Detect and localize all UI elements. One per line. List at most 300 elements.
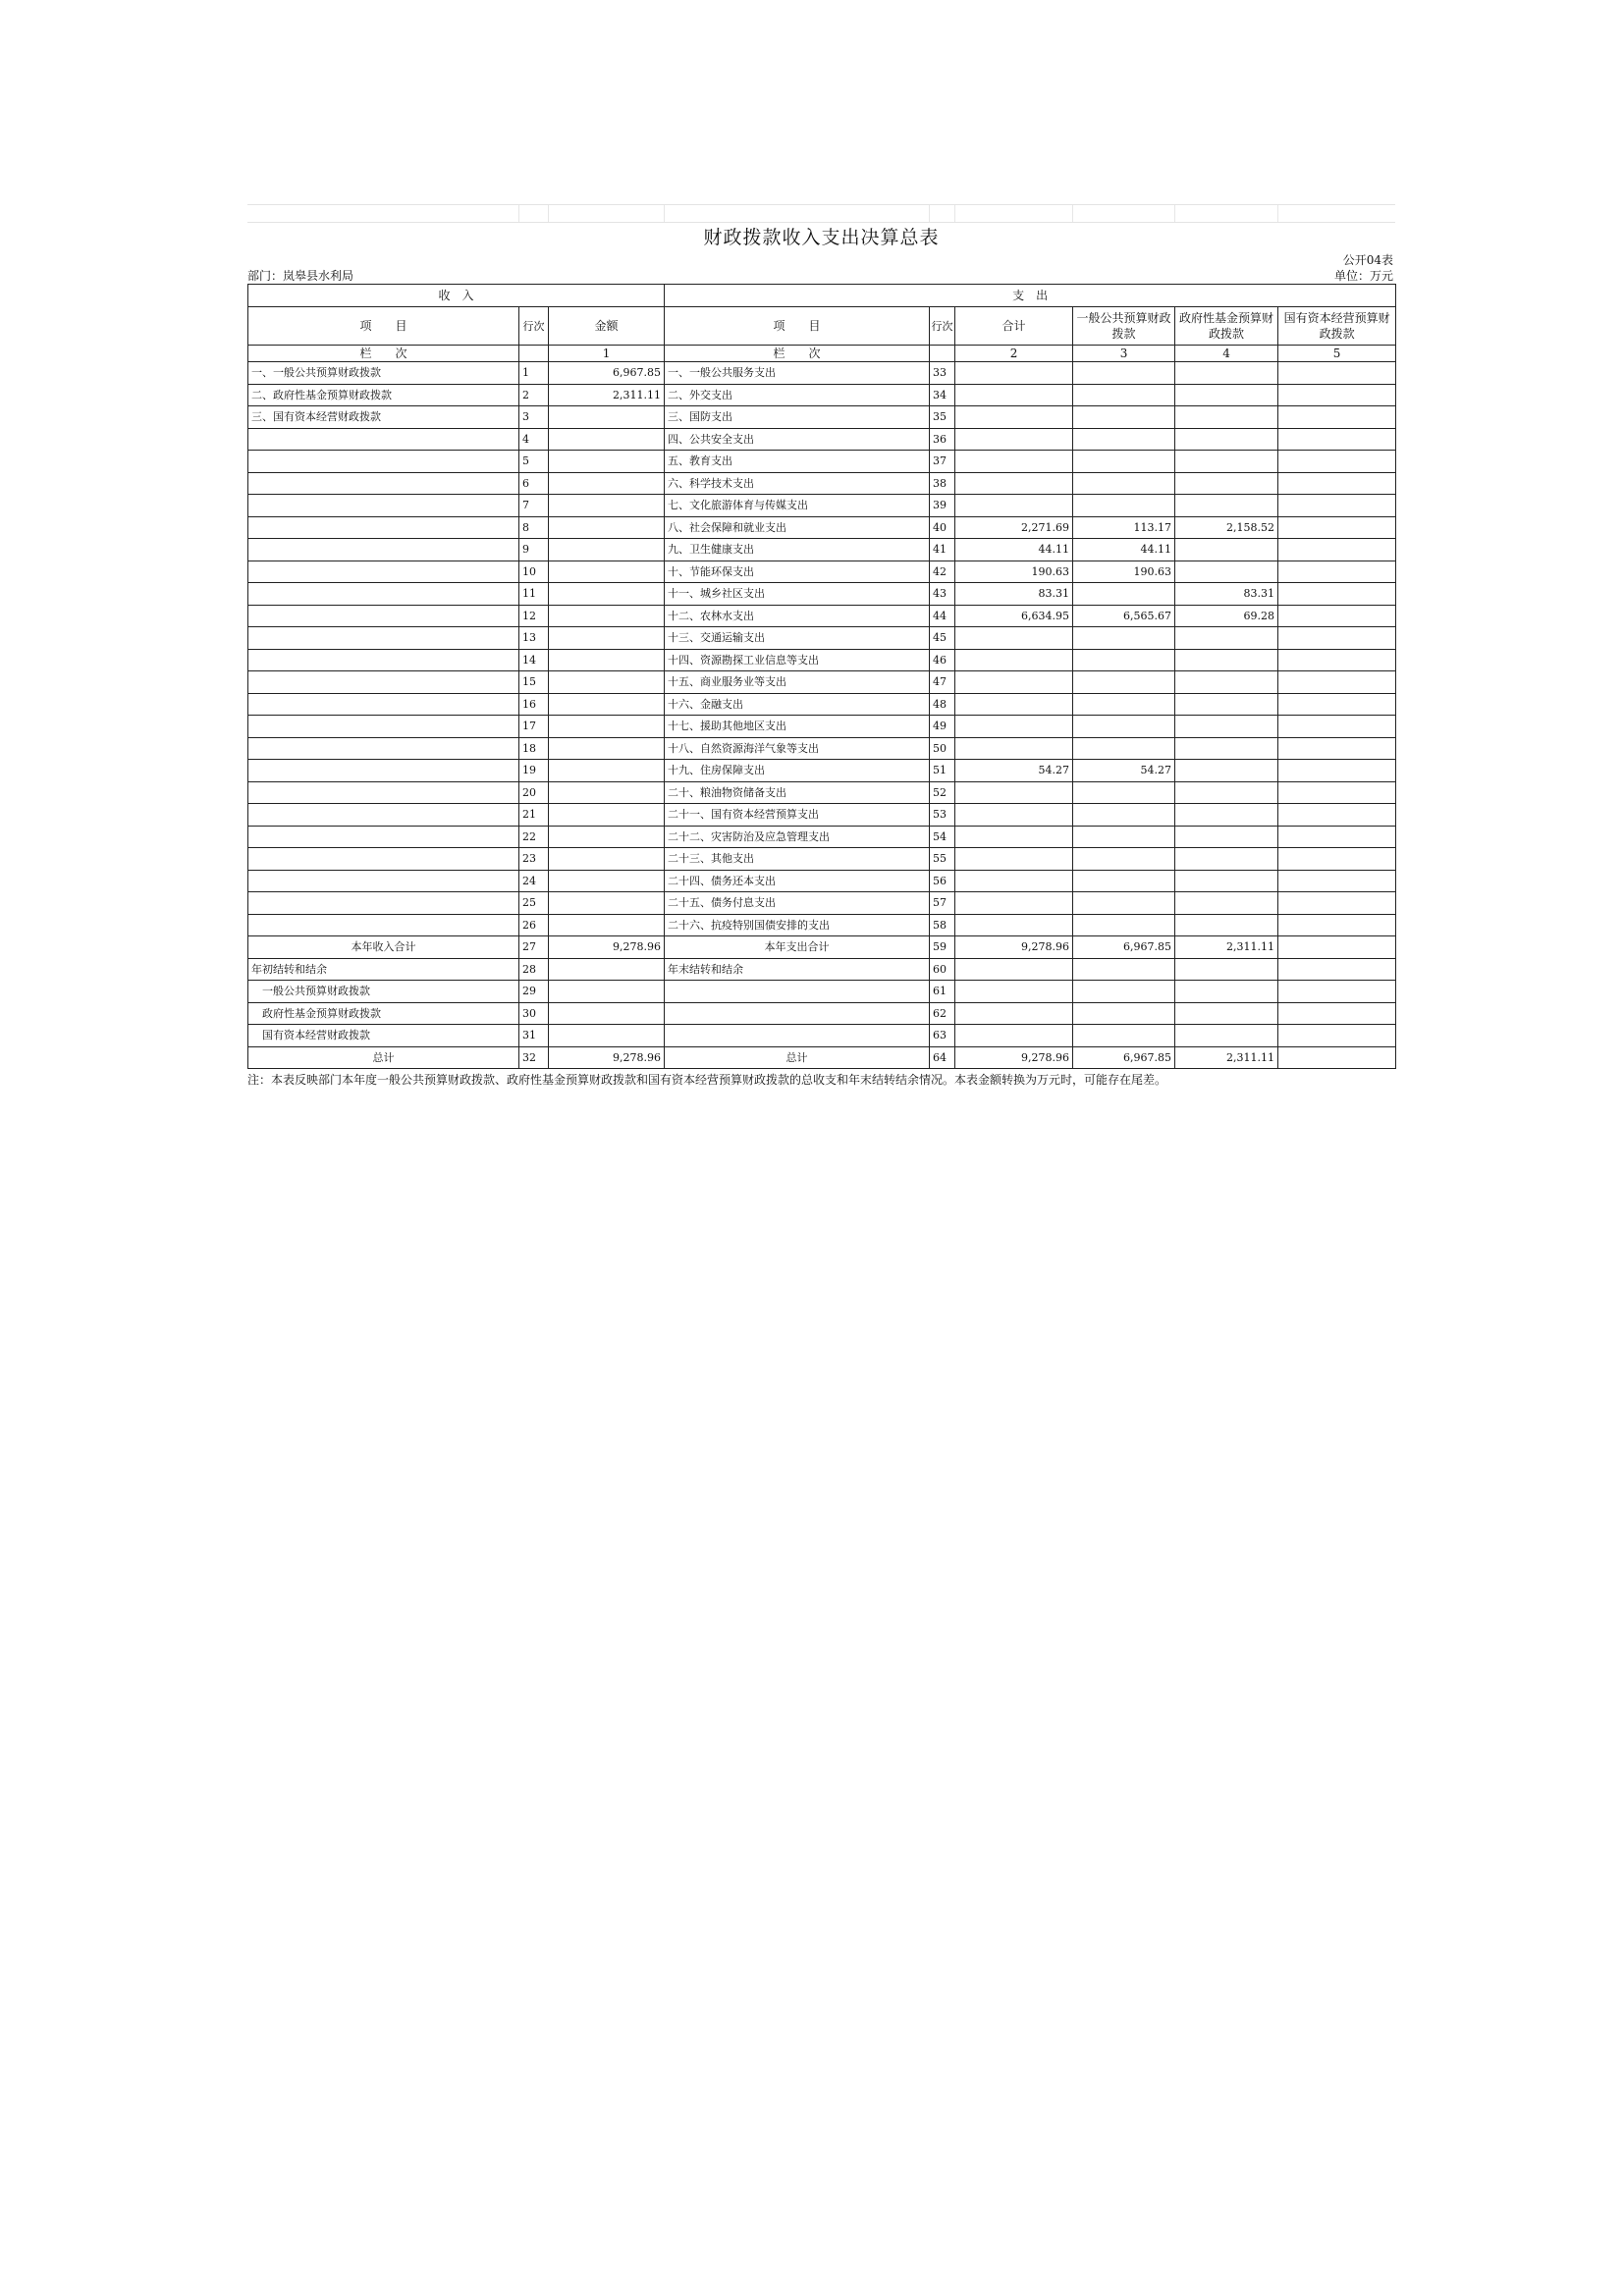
income-amount-cell <box>549 1002 665 1025</box>
expense-item-cell: 八、社会保障和就业支出 <box>665 516 930 539</box>
expense-rowno-cell: 55 <box>930 848 955 871</box>
income-amount-cell <box>549 561 665 583</box>
gov-fund-cell <box>1175 561 1278 583</box>
expense-item-cell: 九、卫生健康支出 <box>665 539 930 561</box>
expense-item-header: 项 目 <box>665 307 930 346</box>
expense-colno-label: 栏 次 <box>665 346 930 362</box>
income-amount-cell <box>549 958 665 981</box>
expense-rowno-cell: 60 <box>930 958 955 981</box>
total-cell <box>955 892 1073 915</box>
income-rowno-cell: 19 <box>519 760 549 782</box>
expense-rowno-cell: 63 <box>930 1025 955 1047</box>
income-item-cell <box>248 451 519 473</box>
gov-fund-cell <box>1175 958 1278 981</box>
expense-item-cell: 本年支出合计 <box>665 936 930 959</box>
income-amount-cell <box>549 781 665 804</box>
general-budget-cell <box>1073 671 1175 694</box>
expense-rowno-cell: 52 <box>930 781 955 804</box>
state-capital-cell <box>1278 1002 1396 1025</box>
general-budget-cell <box>1073 981 1175 1003</box>
income-item-cell <box>248 892 519 915</box>
table-row <box>248 428 1396 451</box>
expense-rowno-cell: 35 <box>930 406 955 429</box>
expense-item-cell: 十三、交通运输支出 <box>665 627 930 650</box>
gov-fund-cell <box>1175 804 1278 827</box>
expense-item-cell: 二十五、债务付息支出 <box>665 892 930 915</box>
gov-fund-cell <box>1175 737 1278 760</box>
income-item-cell <box>248 561 519 583</box>
total-cell <box>955 384 1073 406</box>
income-rowno-cell: 7 <box>519 495 549 517</box>
state-capital-cell <box>1278 1046 1396 1069</box>
income-rowno-cell: 14 <box>519 649 549 671</box>
income-item-cell: 一般公共预算财政拨款 <box>248 981 519 1003</box>
gov-fund-cell: 69.28 <box>1175 605 1278 627</box>
general-budget-cell <box>1073 870 1175 892</box>
table-row <box>248 826 1396 848</box>
general-budget-cell <box>1073 781 1175 804</box>
table-body <box>248 362 1396 1069</box>
income-amount-cell <box>549 406 665 429</box>
general-budget-cell <box>1073 848 1175 871</box>
expense-rowno-cell: 39 <box>930 495 955 517</box>
expense-rowno-cell: 58 <box>930 914 955 936</box>
sheet-gridline <box>247 204 1395 223</box>
income-item-cell: 二、政府性基金预算财政拨款 <box>248 384 519 406</box>
state-capital-cell <box>1278 781 1396 804</box>
general-budget-cell <box>1073 583 1175 606</box>
expense-rowno-cell: 37 <box>930 451 955 473</box>
header-group-row <box>248 285 1396 307</box>
gov-fund-cell <box>1175 495 1278 517</box>
income-item-cell: 国有资本经营财政拨款 <box>248 1025 519 1047</box>
expense-group-header: 支 出 <box>665 285 1396 307</box>
table-row <box>248 1002 1396 1025</box>
form-code: 公开04表 <box>1342 253 1393 267</box>
total-cell: 83.31 <box>955 583 1073 606</box>
expense-item-cell: 二十一、国有资本经营预算支出 <box>665 804 930 827</box>
total-cell <box>955 781 1073 804</box>
expense-item-cell: 十五、商业服务业等支出 <box>665 671 930 694</box>
expense-rowno-cell: 57 <box>930 892 955 915</box>
income-rowno-cell: 15 <box>519 671 549 694</box>
state-capital-cell <box>1278 384 1396 406</box>
gov-fund-cell <box>1175 1025 1278 1047</box>
income-amount-cell <box>549 451 665 473</box>
total-cell: 9,278.96 <box>955 1046 1073 1069</box>
table-row <box>248 561 1396 583</box>
form-code-line <box>247 252 1395 268</box>
table-row <box>248 958 1396 981</box>
income-amount-cell <box>549 914 665 936</box>
income-amount-cell: 9,278.96 <box>549 1046 665 1069</box>
state-capital-cell <box>1278 1025 1396 1047</box>
income-amount-cell <box>549 472 665 495</box>
income-rowno-cell: 29 <box>519 981 549 1003</box>
gov-fund-cell <box>1175 406 1278 429</box>
gov-fund-cell <box>1175 914 1278 936</box>
income-item-cell: 总计 <box>248 1046 519 1069</box>
total-cell: 6,634.95 <box>955 605 1073 627</box>
income-amount-cell <box>549 870 665 892</box>
expense-item-cell: 二十六、抗疫特别国债安排的支出 <box>665 914 930 936</box>
gov-fund-cell <box>1175 716 1278 738</box>
total-cell <box>955 804 1073 827</box>
table-row <box>248 671 1396 694</box>
general-budget-cell <box>1073 914 1175 936</box>
income-rowno-cell: 31 <box>519 1025 549 1047</box>
income-item-cell: 年初结转和结余 <box>248 958 519 981</box>
state-capital-cell <box>1278 671 1396 694</box>
gov-fund-cell <box>1175 362 1278 385</box>
expense-item-cell <box>665 1025 930 1047</box>
total-cell: 9,278.96 <box>955 936 1073 959</box>
table-row <box>248 451 1396 473</box>
expense-rowno-cell: 56 <box>930 870 955 892</box>
general-budget-cell <box>1073 451 1175 473</box>
expense-item-cell: 五、教育支出 <box>665 451 930 473</box>
gov-fund-cell <box>1175 781 1278 804</box>
footnote: 注：本表反映部门本年度一般公共预算财政拨款、政府性基金预算财政拨款和国有资本经营预算财政拨款的总收支和年末结转结余情况。本表金额转换为万元时，可能存在尾差。 <box>247 1073 1167 1087</box>
general-budget-cell <box>1073 737 1175 760</box>
total-cell <box>955 406 1073 429</box>
state-capital-cell <box>1278 649 1396 671</box>
income-item-cell <box>248 539 519 561</box>
column-number-4: 4 <box>1175 346 1278 362</box>
state-capital-cell <box>1278 627 1396 650</box>
expense-item-cell: 十四、资源勘探工业信息等支出 <box>665 649 930 671</box>
income-amount-cell <box>549 649 665 671</box>
state-capital-cell <box>1278 451 1396 473</box>
income-amount-cell <box>549 605 665 627</box>
expense-rowno-cell: 38 <box>930 472 955 495</box>
income-rowno-cell: 28 <box>519 958 549 981</box>
table-row <box>248 539 1396 561</box>
income-rowno-cell: 3 <box>519 406 549 429</box>
state-capital-cell <box>1278 981 1396 1003</box>
table-row <box>248 716 1396 738</box>
income-colno-blank <box>519 346 549 362</box>
total-cell <box>955 671 1073 694</box>
total-cell <box>955 737 1073 760</box>
income-rowno-cell: 17 <box>519 716 549 738</box>
general-budget-cell <box>1073 362 1175 385</box>
expense-rowno-cell: 61 <box>930 981 955 1003</box>
income-item-cell <box>248 737 519 760</box>
general-budget-cell <box>1073 716 1175 738</box>
general-budget-cell <box>1073 826 1175 848</box>
total-cell <box>955 826 1073 848</box>
table-row <box>248 693 1396 716</box>
income-amount-cell <box>549 627 665 650</box>
table-row <box>248 362 1396 385</box>
expense-rowno-cell: 41 <box>930 539 955 561</box>
gov-fund-cell <box>1175 428 1278 451</box>
table-row <box>248 1025 1396 1047</box>
expense-item-cell: 十、节能环保支出 <box>665 561 930 583</box>
income-item-cell <box>248 826 519 848</box>
budget-table <box>247 284 1396 1069</box>
expense-item-cell: 二十三、其他支出 <box>665 848 930 871</box>
income-amount-cell <box>549 826 665 848</box>
income-rowno-cell: 5 <box>519 451 549 473</box>
income-amount-cell <box>549 848 665 871</box>
state-capital-cell <box>1278 583 1396 606</box>
gov-fund-cell <box>1175 693 1278 716</box>
state-capital-cell <box>1278 605 1396 627</box>
income-item-cell <box>248 583 519 606</box>
total-cell <box>955 627 1073 650</box>
gov-fund-cell: 2,311.11 <box>1175 1046 1278 1069</box>
total-cell: 2,271.69 <box>955 516 1073 539</box>
general-budget-cell: 44.11 <box>1073 539 1175 561</box>
general-budget-cell: 6,967.85 <box>1073 936 1175 959</box>
total-cell <box>955 472 1073 495</box>
state-capital-cell <box>1278 362 1396 385</box>
total-cell <box>955 693 1073 716</box>
table-row <box>248 936 1396 959</box>
income-rowno-cell: 13 <box>519 627 549 650</box>
general-budget-cell: 6,967.85 <box>1073 1046 1175 1069</box>
income-item-cell <box>248 760 519 782</box>
general-budget-header: 一般公共预算财政拨款 <box>1073 307 1175 346</box>
state-capital-cell <box>1278 936 1396 959</box>
general-budget-cell <box>1073 1002 1175 1025</box>
income-rowno-cell: 22 <box>519 826 549 848</box>
income-item-cell <box>248 804 519 827</box>
gov-fund-cell <box>1175 539 1278 561</box>
income-rowno-cell: 9 <box>519 539 549 561</box>
total-cell: 44.11 <box>955 539 1073 561</box>
total-header: 合计 <box>955 307 1073 346</box>
income-amount-cell: 2,311.11 <box>549 384 665 406</box>
general-budget-cell <box>1073 958 1175 981</box>
header-column-row <box>248 307 1396 346</box>
expense-item-cell: 三、国防支出 <box>665 406 930 429</box>
general-budget-cell: 113.17 <box>1073 516 1175 539</box>
state-capital-cell <box>1278 428 1396 451</box>
state-capital-cell <box>1278 516 1396 539</box>
column-number-3: 3 <box>1073 346 1175 362</box>
expense-rowno-header: 行次 <box>930 307 955 346</box>
expense-item-cell <box>665 981 930 1003</box>
income-rowno-cell: 16 <box>519 693 549 716</box>
state-capital-cell <box>1278 495 1396 517</box>
total-cell <box>955 981 1073 1003</box>
table-row <box>248 649 1396 671</box>
table-row <box>248 870 1396 892</box>
table-row <box>248 516 1396 539</box>
income-rowno-cell: 26 <box>519 914 549 936</box>
general-budget-cell: 190.63 <box>1073 561 1175 583</box>
total-cell <box>955 716 1073 738</box>
income-amount-cell <box>549 716 665 738</box>
expense-rowno-cell: 64 <box>930 1046 955 1069</box>
unit-label: 单位：万元 <box>1333 269 1393 283</box>
general-budget-cell <box>1073 406 1175 429</box>
department-label: 部门：岚皋县水利局 <box>247 269 354 283</box>
general-budget-cell <box>1073 428 1175 451</box>
income-item-cell <box>248 605 519 627</box>
gov-fund-cell <box>1175 892 1278 915</box>
state-capital-cell <box>1278 892 1396 915</box>
table-row <box>248 627 1396 650</box>
income-item-cell <box>248 671 519 694</box>
total-cell <box>955 914 1073 936</box>
gov-fund-cell <box>1175 848 1278 871</box>
expense-rowno-cell: 40 <box>930 516 955 539</box>
income-rowno-cell: 12 <box>519 605 549 627</box>
income-rowno-cell: 23 <box>519 848 549 871</box>
report-sheet <box>247 204 1395 1089</box>
income-item-cell <box>248 428 519 451</box>
state-capital-cell <box>1278 848 1396 871</box>
income-colno-label: 栏 次 <box>248 346 519 362</box>
column-number-5: 5 <box>1278 346 1396 362</box>
expense-item-cell: 十八、自然资源海洋气象等支出 <box>665 737 930 760</box>
income-rowno-cell: 6 <box>519 472 549 495</box>
income-amount-cell <box>549 981 665 1003</box>
expense-rowno-cell: 51 <box>930 760 955 782</box>
expense-item-cell: 七、文化旅游体育与传媒支出 <box>665 495 930 517</box>
income-rowno-cell: 30 <box>519 1002 549 1025</box>
gov-fund-cell <box>1175 627 1278 650</box>
state-capital-cell <box>1278 804 1396 827</box>
expense-item-cell: 二十二、灾害防治及应急管理支出 <box>665 826 930 848</box>
income-rowno-cell: 20 <box>519 781 549 804</box>
expense-item-cell: 十七、援助其他地区支出 <box>665 716 930 738</box>
expense-item-cell: 年末结转和结余 <box>665 958 930 981</box>
gov-fund-cell <box>1175 1002 1278 1025</box>
expense-item-cell: 二十四、债务还本支出 <box>665 870 930 892</box>
state-capital-cell <box>1278 826 1396 848</box>
table-row <box>248 605 1396 627</box>
income-item-cell: 三、国有资本经营财政拨款 <box>248 406 519 429</box>
total-cell: 54.27 <box>955 760 1073 782</box>
income-amount-cell <box>549 516 665 539</box>
total-cell <box>955 495 1073 517</box>
income-rowno-cell: 21 <box>519 804 549 827</box>
income-amount-cell <box>549 671 665 694</box>
expense-rowno-cell: 54 <box>930 826 955 848</box>
state-capital-cell <box>1278 737 1396 760</box>
expense-item-cell: 六、科学技术支出 <box>665 472 930 495</box>
state-capital-cell <box>1278 561 1396 583</box>
income-item-cell <box>248 516 519 539</box>
table-row <box>248 737 1396 760</box>
total-cell <box>955 1002 1073 1025</box>
income-rowno-cell: 32 <box>519 1046 549 1069</box>
expense-rowno-cell: 36 <box>930 428 955 451</box>
income-amount-cell <box>549 539 665 561</box>
total-cell <box>955 958 1073 981</box>
table-row <box>248 804 1396 827</box>
income-item-cell <box>248 870 519 892</box>
income-amount-cell: 9,278.96 <box>549 936 665 959</box>
dept-unit-line <box>247 268 1395 284</box>
total-cell <box>955 870 1073 892</box>
table-row <box>248 981 1396 1003</box>
state-capital-header: 国有资本经营预算财政拨款 <box>1278 307 1396 346</box>
income-amount-cell <box>549 804 665 827</box>
expense-rowno-cell: 47 <box>930 671 955 694</box>
general-budget-cell <box>1073 384 1175 406</box>
income-amount-cell <box>549 583 665 606</box>
table-row <box>248 781 1396 804</box>
income-item-cell: 一、一般公共预算财政拨款 <box>248 362 519 385</box>
general-budget-cell <box>1073 649 1175 671</box>
gov-fund-cell <box>1175 671 1278 694</box>
expense-rowno-cell: 48 <box>930 693 955 716</box>
state-capital-cell <box>1278 958 1396 981</box>
table-row <box>248 892 1396 915</box>
income-item-cell <box>248 848 519 871</box>
income-rowno-cell: 4 <box>519 428 549 451</box>
column-number-2: 2 <box>955 346 1073 362</box>
gov-fund-cell <box>1175 451 1278 473</box>
gov-fund-cell <box>1175 981 1278 1003</box>
expense-colno-blank <box>930 346 955 362</box>
income-amount-cell <box>549 760 665 782</box>
expense-item-cell: 总计 <box>665 1046 930 1069</box>
table-row <box>248 495 1396 517</box>
income-rowno-cell: 24 <box>519 870 549 892</box>
gov-fund-cell <box>1175 649 1278 671</box>
gov-fund-cell <box>1175 384 1278 406</box>
total-cell <box>955 848 1073 871</box>
general-budget-cell: 54.27 <box>1073 760 1175 782</box>
income-amount-cell <box>549 428 665 451</box>
state-capital-cell <box>1278 693 1396 716</box>
column-number-1: 1 <box>549 346 665 362</box>
gov-fund-cell <box>1175 870 1278 892</box>
expense-rowno-cell: 34 <box>930 384 955 406</box>
table-row <box>248 472 1396 495</box>
income-rowno-cell: 2 <box>519 384 549 406</box>
gov-fund-cell <box>1175 760 1278 782</box>
total-cell <box>955 649 1073 671</box>
expense-rowno-cell: 49 <box>930 716 955 738</box>
expense-rowno-cell: 53 <box>930 804 955 827</box>
expense-rowno-cell: 44 <box>930 605 955 627</box>
gov-fund-cell: 83.31 <box>1175 583 1278 606</box>
general-budget-cell <box>1073 472 1175 495</box>
state-capital-cell <box>1278 914 1396 936</box>
income-item-cell <box>248 472 519 495</box>
total-cell: 190.63 <box>955 561 1073 583</box>
general-budget-cell <box>1073 693 1175 716</box>
income-amount-header: 金额 <box>549 307 665 346</box>
state-capital-cell <box>1278 870 1396 892</box>
income-group-header: 收 入 <box>248 285 665 307</box>
income-item-cell <box>248 693 519 716</box>
income-amount-cell: 6,967.85 <box>549 362 665 385</box>
income-rowno-cell: 11 <box>519 583 549 606</box>
expense-rowno-cell: 45 <box>930 627 955 650</box>
general-budget-cell <box>1073 804 1175 827</box>
expense-rowno-cell: 50 <box>930 737 955 760</box>
general-budget-cell: 6,565.67 <box>1073 605 1175 627</box>
income-rowno-cell: 25 <box>519 892 549 915</box>
total-cell <box>955 428 1073 451</box>
income-rowno-cell: 1 <box>519 362 549 385</box>
expense-rowno-cell: 42 <box>930 561 955 583</box>
income-item-cell <box>248 627 519 650</box>
income-item-cell: 本年收入合计 <box>248 936 519 959</box>
total-cell <box>955 362 1073 385</box>
income-rowno-header: 行次 <box>519 307 549 346</box>
general-budget-cell <box>1073 1025 1175 1047</box>
